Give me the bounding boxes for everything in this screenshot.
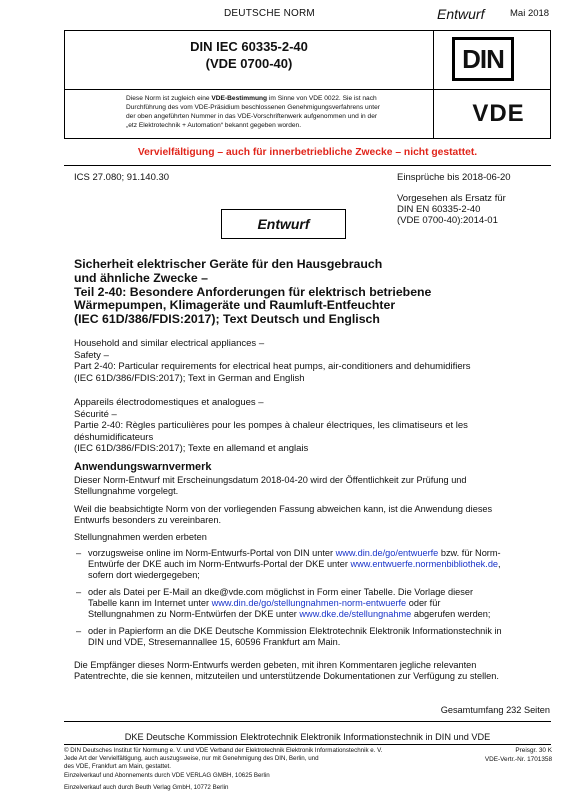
norm-label: DEUTSCHE NORM — [224, 8, 315, 19]
din-portal-link[interactable]: www.din.de/go/entwuerfe — [335, 548, 439, 558]
title-french: Appareils électrodomestiques et analogues – Sécurité – Partie 2-40: Règles particulières pour les pompes à chaleur électriques, les climatiseurs et les déshumidificateurs (IEC 61D/386/FDIS:2017); Texte en allemand et anglais — [74, 397, 468, 454]
title-german: Sicherheit elektrischer Geräte für den Hausgebrauch und ähnliche Zwecke – Teil 2-40: Besondere Anforderungen für elektrisch betriebene Wärmepumpen, Klimageräte und Raumluft-Entfeuchter (IEC 61D/386/FDIS:2017); Text Deutsch und Englisch — [74, 257, 432, 327]
replacement-info: Vorgesehen als Ersatz für DIN EN 60335-2-40 (VDE 0700-40):2014-01 — [397, 193, 506, 227]
paragraph-deviation: Weil die beabsichtigte Norm von der vorliegenden Fassung abweichen kann, ist die Anwendung dieses Entwurfs besonders zu vereinbaren. — [74, 504, 493, 526]
copy-warning: Vervielfältigung – auch für innerbetriebliche Zwecke – nicht gestattet. — [137, 147, 478, 158]
dke-committee: DKE Deutsche Kommission Elektrotechnik Elektronik Informationstechnik in DIN und VDE — [124, 732, 491, 742]
vde-note: Diese Norm ist zugleich eine VDE-Bestimmung im Sinne von VDE 0022. Sie ist nach Durchführung des vom VDE-Präsidium beschlossenen Genehmigungsverfahrens unter der oben angeführten Nummer in das VDE-Vorschriftenwerk aufgenommen und in der „etz Elektrotechnik + Automation“ bekannt gegeben worden. — [126, 95, 380, 129]
divider — [64, 721, 551, 722]
sales-info-vde: Einzelverkauf und Abonnements durch VDE VERLAG GMBH, 10625 Berlin — [64, 772, 270, 779]
dke-portal-link[interactable]: www.entwuerfe.normenbibliothek.de — [350, 559, 499, 570]
sales-info-beuth: Einzelverkauf auch durch Beuth Verlag GmbH, 10772 Berlin — [64, 784, 229, 791]
draft-stamp: Entwurf — [221, 209, 346, 239]
standard-number: DIN IEC 60335-2-40 — [190, 39, 308, 54]
issue-date: Mai 2018 — [510, 8, 550, 19]
title-box — [64, 30, 551, 139]
vde-logo: VDE — [472, 100, 525, 127]
dke-comments-link[interactable]: www.dke.de/stellungnahme — [299, 609, 412, 620]
total-pages: Gesamtumfang 232 Seiten — [440, 705, 550, 715]
paragraph-request: Stellungnahmen werden erbeten — [74, 532, 207, 542]
objection-deadline: Einsprüche bis 2018-06-20 — [397, 172, 511, 183]
divider — [64, 744, 551, 745]
copyright-notice: © DIN Deutsches Institut für Normung e. V. und VDE Verband der Elektrotechnik Elektronik Informationstechnik e. V. Jede Art der Vervielfältigung, auch auszugsweise, nur mit Genehmigung des DIN, Berlin, und des VDE, Frankfurt am Main, gestattet. — [64, 747, 383, 770]
section-heading: Anwendungswarnvermerk — [74, 461, 212, 473]
divider — [64, 165, 551, 166]
entwurf-label: Entwurf — [437, 6, 485, 22]
din-logo: DIN — [452, 37, 514, 81]
ics-codes: ICS 27.080; 91.140.30 — [74, 172, 170, 183]
paragraph-patents: Die Empfänger dieses Norm-Entwurfs werden gebeten, mit ihren Kommentaren jegliche relevanten Patentrechte, die sie kennen, mitzuteilen und unterstützende Dokumentationen zur Verfügung zu stellen. — [74, 660, 499, 682]
title-english: Household and similar electrical appliances – Safety – Part 2-40: Particular requirements for electrical heat pumps, air-conditioners and dehumidifiers (IEC 61D/386/FDIS:2017); Text in German and English — [74, 338, 471, 384]
din-comments-link[interactable]: www.din.de/go/stellungnahmen-norm-entwuerfe — [211, 598, 407, 609]
vde-number: (VDE 0700-40) — [205, 56, 293, 71]
price-info: Preisgr. 30 K VDE-Vertr.-Nr. 1701358 — [484, 747, 552, 763]
paragraph-publication: Dieser Norm-Entwurf mit Erscheinungsdatum 2018-04-20 wird der Öffentlichkeit zur Prüfung und Stellungnahme vorgelegt. — [74, 475, 467, 497]
